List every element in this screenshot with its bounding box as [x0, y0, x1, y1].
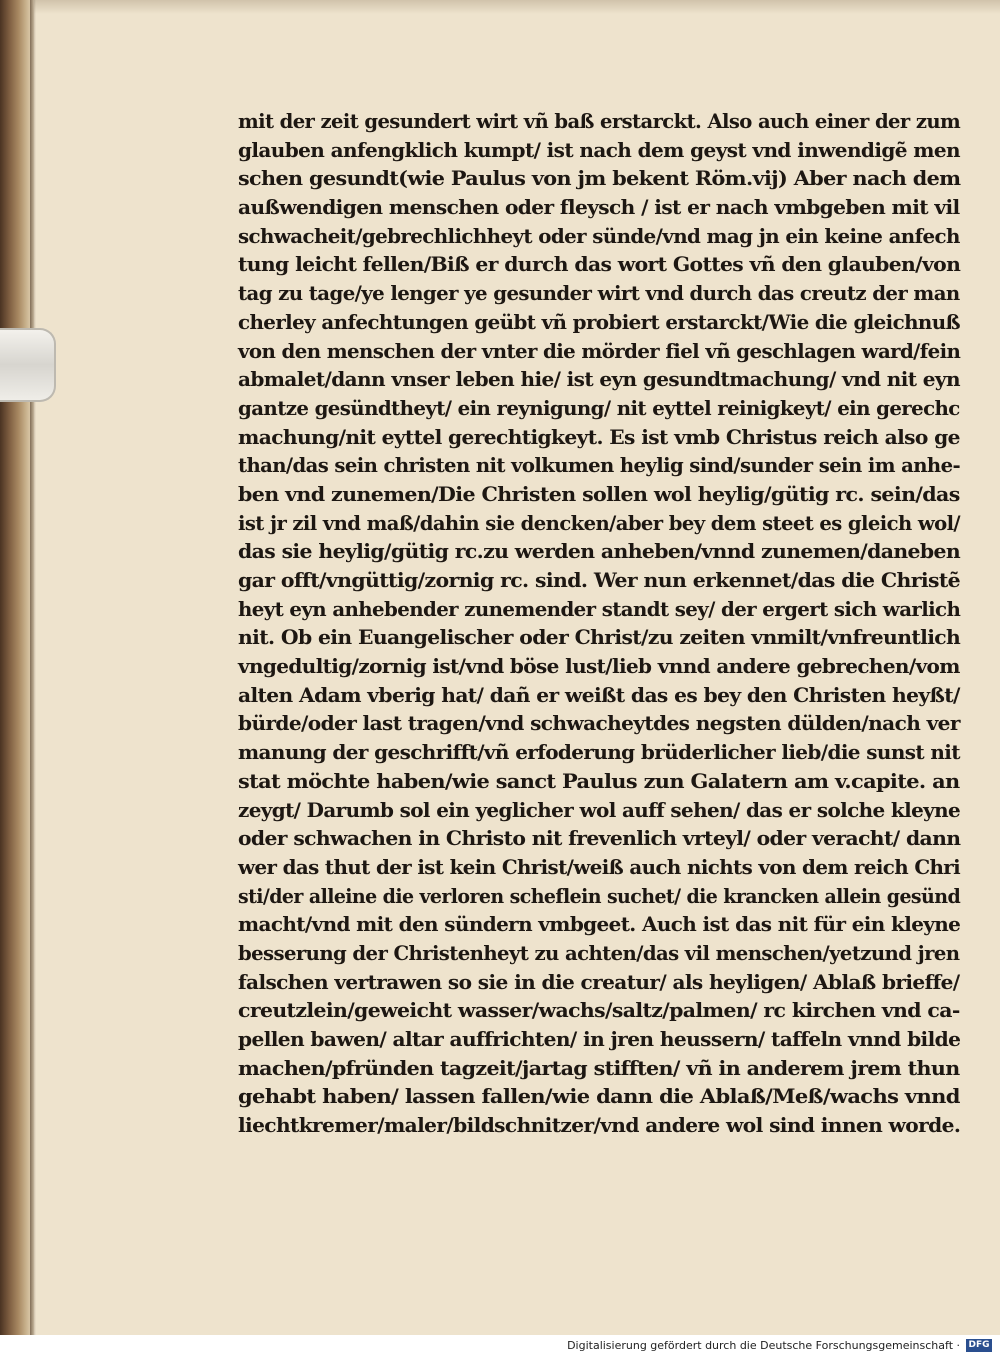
text-line: außwendigen menschen oder fleysch / ist er nach vmbgeben mit vil [238, 196, 960, 220]
text-line: alten Adam vberig hat/ dañ er weißt das es bey den Christen heyßt/ [238, 683, 960, 707]
text-line: gehabt haben/ lassen fallen/wie dann die Ablaß/Meß/wachs vnnd [238, 1085, 960, 1109]
text-line: von den menschen der vnter die mörder fiel vñ geschlagen ward/fein [238, 339, 961, 363]
text-line: schwacheit/gebrechlichheyt oder sünde/vnd mag jn ein keine anfech [238, 224, 960, 248]
text-line: glauben anfengklich kumpt/ ist nach dem geyst vnd inwendigẽ men [238, 138, 960, 162]
text-line: ist jr zil vnd maß/dahin sie dencken/aber bey dem steet es gleich wol/ [238, 511, 960, 535]
text-line: falschen vertrawen so sie in die creatur/ als heyligen/ Ablaß brieffe/ [238, 970, 960, 994]
book-binding [0, 0, 34, 1335]
funding-credit: Digitalisierung gefördert durch die Deutsche Forschungsgemeinschaft · [567, 1339, 960, 1352]
text-line: macht/vnd mit den sündern vmbgeet. Auch ist das nit für ein kleyne [238, 913, 961, 937]
text-line: liechtkremer/maler/bildschnitzer/vnd andere wol sind innen worde. [238, 1114, 961, 1138]
text-line: cherley anfechtungen geübt vñ probiert erstarckt/Wie die gleichnuß [238, 310, 961, 334]
binding-shadow [30, 0, 36, 1335]
text-line: das sie heylig/gütig rc.zu werden anheben/vnnd zunemen/daneben [238, 540, 961, 564]
text-line: creutzlein/geweicht wasser/wachs/saltz/palmen/ rc kirchen vnd ca- [238, 999, 960, 1023]
text-line: tung leicht fellen/Biß er durch das wort Gottes vñ den glauben/von [238, 253, 961, 277]
text-line: mit der zeit gesundert wirt vñ baß erstarckt. Also auch einer der zum [238, 110, 961, 133]
text-line: sti/der alleine die verloren scheflein suchet/ die krancken allein gesünd [238, 884, 961, 908]
text-line: vngedultig/zornig ist/vnd böse lust/lieb vnnd andere gebrechen/vom [238, 655, 960, 679]
text-line: gantze gesündtheyt/ ein reynigung/ nit eyttel reinigkeyt/ ein gerechc [238, 396, 960, 420]
text-line: machung/nit eyttel gerechtigkeyt. Es ist vmb Christus reich also ge [238, 425, 960, 449]
text-line: than/das sein christen nit volkumen heylig sind/sunder sein im anhe- [238, 454, 961, 478]
page-clip [0, 328, 56, 402]
text-line: zeygt/ Darumb sol ein yeglicher wol auff sehen/ das er solche kleyne [238, 798, 961, 822]
text-line: stat möchte haben/wie sanct Paulus zun Galatern am v.capite. an [238, 769, 960, 793]
text-line: abmalet/dann vnser leben hie/ ist eyn gesundtmachung/ vnd nit eyn [238, 368, 960, 392]
footer-bar [0, 1335, 1000, 1357]
page-shadow [34, 0, 1000, 14]
text-line: schen gesundt(wie Paulus von jm bekent Röm.vij) Aber nach dem [238, 167, 961, 191]
body-text [238, 108, 960, 1141]
text-line: tag zu tage/ye lenger ye gesunder wirt vnd durch das creutz der man [238, 282, 960, 306]
text-line: heyt eyn anhebender zunemender standt sey/ der ergert sich warlich [238, 597, 961, 621]
text-line: machen/pfründen tagzeit/jartag stifften/ vñ in anderem jrem thun [238, 1056, 960, 1080]
text-line: oder schwachen in Christo nit frevenlich vrteyl/ oder veracht/ dann [238, 827, 961, 851]
text-line: besserung der Christenheyt zu achten/das vil menschen/yetzund jren [238, 941, 960, 965]
text-line: bürde/oder last tragen/vnd schwacheytdes negsten dülden/nach ver [238, 712, 960, 736]
text-line: pellen bawen/ altar auffrichten/ in jren heussern/ taffeln vnnd bilde [238, 1028, 961, 1051]
dfg-logo: DFG [966, 1339, 992, 1352]
text-line: wer das thut der ist kein Christ/weiß auch nichts von dem reich Chri [238, 855, 961, 879]
text-line: nit. Ob ein Euangelischer oder Christ/zu zeiten vnmilt/vnfreuntlich [238, 626, 961, 650]
text-line: ben vnd zunemen/Die Christen sollen wol heylig/gütig rc. sein/das [238, 482, 960, 506]
text-line: manung der geschrifft/vñ erfoderung brüderlicher lieb/die sunst nit [238, 741, 960, 765]
text-line: gar offt/vngüttig/zornig rc. sind. Wer nun erkennet/das die Christẽ [238, 569, 961, 592]
